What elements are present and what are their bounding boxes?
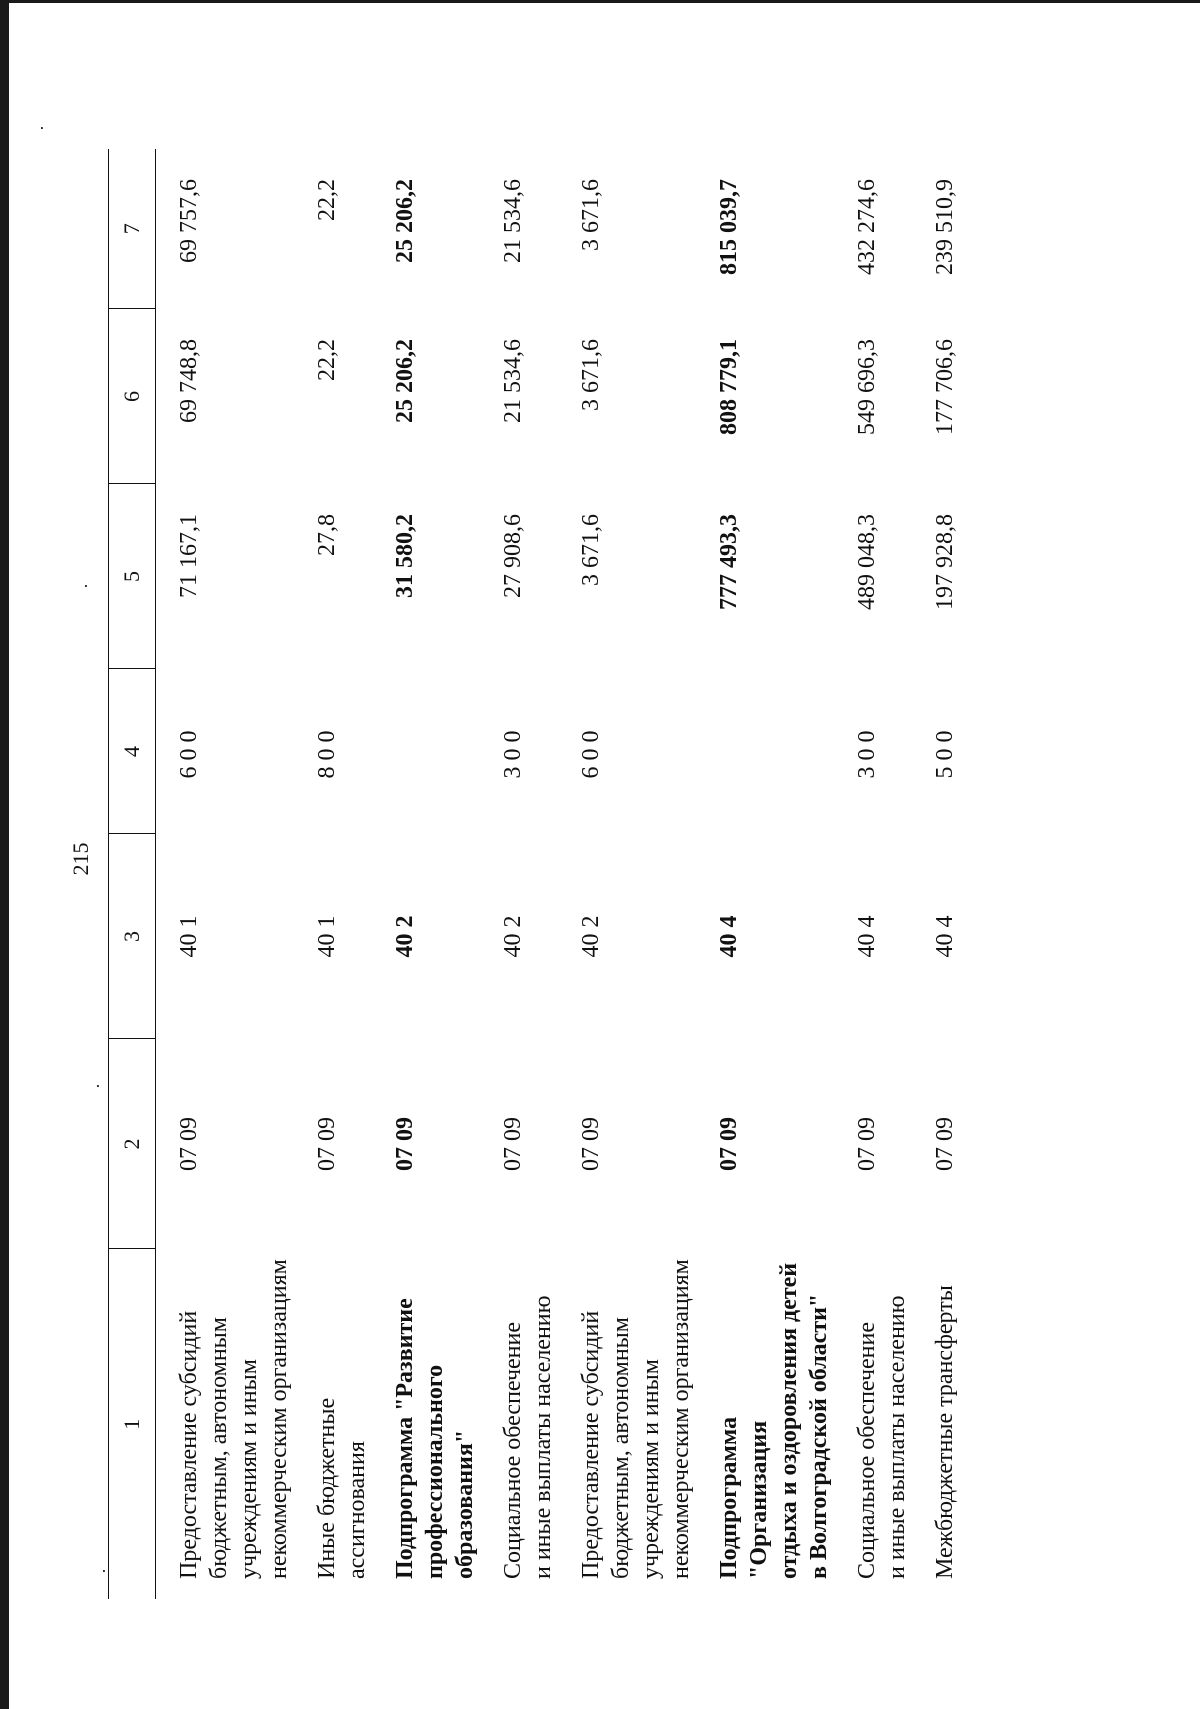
row-name-line: Социальное обеспечение	[854, 1321, 880, 1579]
section-code: 07 09	[176, 1117, 202, 1171]
column-header-2: 2	[109, 1039, 156, 1249]
program-code: 40 1	[176, 915, 202, 958]
row-name-line: профессионального образования"	[422, 1364, 478, 1579]
table-row	[372, 149, 480, 1599]
row-name-line: Предоставление субсидий	[578, 1310, 604, 1579]
expense-type-code	[696, 669, 834, 834]
section-code: 07 09	[500, 1117, 526, 1171]
table-row	[294, 149, 372, 1599]
row-name	[156, 1249, 295, 1599]
row-name	[696, 1249, 834, 1599]
row-name-line: Подпрограмма "Организация	[716, 1416, 772, 1579]
amount-col-5: 489 048,3	[854, 514, 880, 610]
amount-col-7: 21 534,6	[500, 179, 526, 263]
row-name-line: Предоставление субсидий	[176, 1310, 202, 1579]
expense-type-code: 300	[854, 724, 880, 779]
row-name-line: и иные выплаты населению	[884, 1295, 910, 1579]
amount-col-5: 31 580,2	[392, 514, 418, 598]
program-code: 40 4	[854, 915, 880, 958]
row-name	[558, 1249, 696, 1599]
row-name-line: Подпрограмма "Развитие	[392, 1298, 418, 1579]
row-name-line: бюджетным, автономным	[608, 1317, 634, 1579]
row-name	[912, 1249, 960, 1599]
column-header-1: 1	[109, 1249, 156, 1599]
amount-col-6: 69 748,8	[176, 339, 202, 423]
amount-col-7: 239 510,9	[932, 179, 958, 275]
amount-col-6: 177 706,6	[932, 339, 958, 435]
row-name	[834, 1249, 912, 1599]
amount-col-5: 3 671,6	[578, 514, 604, 586]
amount-col-5: 71 167,1	[176, 514, 202, 598]
column-header-7: 7	[109, 149, 156, 309]
section-code: 07 09	[854, 1117, 880, 1171]
amount-col-7: 25 206,2	[392, 179, 418, 263]
section-code: 07 09	[578, 1117, 604, 1171]
amount-col-7: 22,2	[314, 179, 340, 221]
expense-type-code: 300	[500, 724, 526, 779]
program-code: 40 2	[392, 915, 418, 958]
table-body	[156, 149, 961, 1599]
row-name-line: Социальное обеспечение	[500, 1321, 526, 1579]
amount-col-5: 777 493,3	[716, 514, 742, 610]
section-code: 07 09	[716, 1117, 742, 1171]
row-name-line: отдыха и оздоровления детей	[776, 1262, 802, 1579]
table-row	[156, 149, 295, 1599]
expense-type-code	[372, 669, 480, 834]
expense-type-code: 600	[578, 724, 604, 779]
row-name-line: учреждениям и иным	[638, 1359, 664, 1579]
section-code: 07 09	[314, 1117, 340, 1171]
expense-type-code: 800	[314, 724, 340, 779]
scan-speck: ·	[76, 583, 96, 589]
column-header-6: 6	[109, 309, 156, 484]
table-row	[696, 149, 834, 1599]
table-header-row	[109, 149, 156, 1599]
column-header-4: 4	[109, 669, 156, 834]
row-name-line: учреждениям и иным	[236, 1359, 262, 1579]
row-name-line: бюджетным, автономным	[206, 1317, 232, 1579]
amount-col-7: 69 757,6	[176, 179, 202, 263]
expense-type-code: 600	[176, 724, 202, 779]
row-name-line: в Волгоградской области"	[806, 1293, 832, 1579]
table-row	[480, 149, 558, 1599]
amount-col-5: 27 908,6	[500, 514, 526, 598]
table-row	[834, 149, 912, 1599]
program-code: 40 2	[500, 915, 526, 958]
amount-col-5: 197 928,8	[932, 514, 958, 610]
amount-col-7: 3 671,6	[578, 179, 604, 251]
page-number: 215	[68, 842, 93, 876]
section-code: 07 09	[392, 1117, 418, 1171]
row-name	[372, 1249, 480, 1599]
row-name-line: некоммерческим организациям	[266, 1259, 292, 1579]
column-header-5: 5	[109, 484, 156, 669]
amount-col-7: 432 274,6	[854, 179, 880, 275]
row-name-line: Иные бюджетные ассигнования	[314, 1397, 370, 1579]
amount-col-6: 25 206,2	[392, 339, 418, 423]
scan-speck: ·	[32, 125, 52, 131]
amount-col-6: 808 779,1	[716, 339, 742, 435]
amount-col-5: 27,8	[314, 514, 340, 556]
table-row	[558, 149, 696, 1599]
scan-speck: ·	[94, 1568, 114, 1574]
amount-col-6: 21 534,6	[500, 339, 526, 423]
amount-col-7: 815 039,7	[716, 179, 742, 275]
row-name	[294, 1249, 372, 1599]
program-code: 40 4	[932, 915, 958, 958]
scan-speck: ·	[88, 1083, 108, 1089]
amount-col-6: 3 671,6	[578, 339, 604, 411]
column-header-3: 3	[109, 834, 156, 1039]
program-code: 40 4	[716, 915, 742, 958]
section-code: 07 09	[932, 1117, 958, 1171]
row-name-line: Межбюджетные трансферты	[932, 1285, 958, 1579]
budget-table	[108, 149, 960, 1599]
row-name	[480, 1249, 558, 1599]
amount-col-6: 549 696,3	[854, 339, 880, 435]
row-name-line: некоммерческим организациям	[668, 1259, 694, 1579]
expense-type-code: 500	[932, 724, 958, 779]
program-code: 40 2	[578, 915, 604, 958]
program-code: 40 1	[314, 915, 340, 958]
row-name-line: и иные выплаты населению	[530, 1295, 556, 1579]
amount-col-6: 22,2	[314, 339, 340, 381]
table-row	[912, 149, 960, 1599]
